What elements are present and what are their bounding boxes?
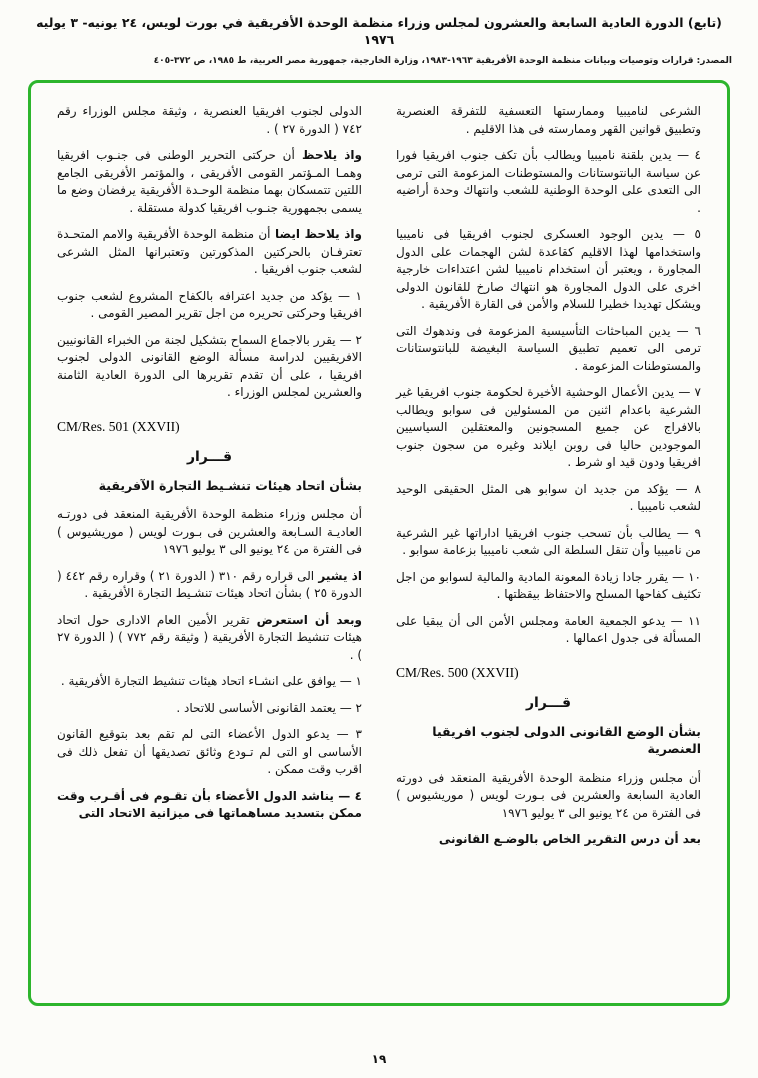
paragraph: ١ — يوافق على انشـاء اتحاد هيئات تنشيط التجارة الأفريقية . — [60, 674, 362, 688]
content-border-box — [28, 80, 730, 1006]
page-footer — [0, 1052, 758, 1066]
paragraph: وبعد أن استعرض تقرير الأمين العام الادارى حول اتحاد هيئات تنشيط التجارة الأفريقية ( وثيقة رقم ٧٧٢ ) ( الدورة ٢٧ ) . — [57, 612, 362, 662]
paragraph: ٥ — يدين الوجود العسكرى لجنوب افريقيا فى ناميبيا واستخدامها لهذا الاقليم كقاعدة لشن الهجمات على الدول المجاورة ، ويعتبر أن استخدام ناميبيا لشن اعتداءات خارجية اخرى على الدول المجاورة هو انتهاك صارخ للقانون الدولى ويشكل تهديدا خطيرا للسلام والأمن فى القارة الأفريقية . — [396, 227, 701, 311]
paragraph: ١ — يؤكد من جديد اعترافه بالكفاح المشروع لشعب جنوب افريقيا وحركتى تحريره من اجل تقرير المصير القومى . — [57, 288, 362, 320]
resolution-heading: قـــرار — [186, 449, 233, 465]
page-number: ١٩ — [371, 1052, 387, 1066]
paragraph: اذ يشير الى قراره رقم ٣١٠ ( الدورة ٢١ ) وقراره رقم ٤٤٢ ( الدورة ٢٥ ) بشأن اتحاد هيئات تنشـيط التجارة الأفريقية . — [57, 568, 363, 600]
paragraph: ٣ — يدعو الدول الأعضاء التى لم تقم بعد بتوقيع القانون الأساسى او التى لم تـودع وثائق تصديقها أن تفعل ذلك فى اقرب وقت ممكن . — [57, 727, 362, 776]
column-right — [396, 103, 701, 989]
paragraph: ٤ — يدين بلقنة ناميبيا ويطالب بأن تكف جنوب افريقيا فورا عن سياسة البانتوستانات والمستوطنات المزعومة التى ترمى الى التعدى على الوحدة الوطنية للشعب وانتهاك وحدة أراضيه . — [396, 148, 701, 215]
paragraph: ٨ — يؤكد من جديد ان سوابو هى المثل الحقيقى الوحيد لشعب ناميبيا . — [396, 481, 701, 513]
resolution-subject: بشأن الوضع القانونى الدولى لجنوب افريقيا العنصرية — [432, 723, 701, 756]
resolution-subject: بشأن اتحاد هيئات تنشـيط التجارة الآفريقية — [98, 477, 362, 493]
paragraph-lead: واذ يلاحظ — [294, 148, 362, 162]
paragraph: أن مجلس وزراء منظمة الوحدة الأفريقية المنعقد فى دورته العادية السابعة والعشرين فى بـورت لويس ( موريشيوس ) فى الفترة من ٢٤ يونيو الى ٣ يوليو ١٩٧٦ — [396, 770, 701, 820]
resolution-ref: CM/Res. 501 (XXVII) — [57, 418, 180, 434]
paragraph: الشرعى لناميبيا وممارستها التعسفية للتفرقة العنصرية وتطبيق قوانين القهر وممارسته فى هذا الاقليم . — [396, 104, 701, 136]
paragraph-lead: واذ يلاحظ ايضا — [270, 227, 362, 241]
paragraph: واذ يلاحظ ايضا أن منظمة الوحدة الأفريقية والامم المتحـدة تعترفـان بالحركتين المذكورتين وتعتبرانها المثل الشرعى لشعب جنوب افريقيا . — [57, 227, 362, 276]
header-source-note: المصدر: قرارات وتوصيات وبيانات منظمة الوحدة الأفريقية ١٩٦٣-١٩٨٣، وزارة الخارجية، جمهورية مصر العربية، ط ١٩٨٥، ص ٣٧٢-٤٠٥ — [153, 56, 732, 66]
paragraph: ١٠ — يقرر جادا زيادة المعونة المادية والمالية لسوابو من اجل تكثيف كفاحها المسلح والاحتفاظ بيقظتها . — [396, 569, 701, 601]
paragraph: أن مجلس وزراء منظمة الوحدة الأفريقية المنعقد فى دورتـه العاديـة السـابعة والعشرين فى بـورت لويس ( موريشيوس ) فى الفترة من ٢٤ يونيو الى ٣ يوليو ١٩٧٦ — [57, 507, 362, 556]
paragraph-lead: اذ يشير — [314, 568, 363, 583]
paragraph: ٢ — يعتمد القانونى الأساسى للاتحاد . — [176, 700, 362, 715]
paragraph: بعد أن درس التقرير الخاص بالوضـع القانونى — [438, 832, 701, 846]
paragraph: ٦ — يدين المباحثات التأسيسية المزعومة فى وندهوك التى ترمى الى تعميم تطبيق السياسة البغيضة للبانتوستانات والمستوطنات المزعومة . — [396, 323, 701, 373]
column-left — [57, 103, 362, 989]
page-header — [0, 14, 758, 68]
paragraph: ٧ — يدين الأعمال الوحشية الأخيرة لحكومة جنوب افريقيا غير الشرعية باعدام اثنين من المسئولين فى سوابو ويطالب بالافراج عن جميع المسجونين والمعتقلين السياسيين الموجودين حاليا فى روبن ايلاند وغيره من سجون جنوب افريقيا ودون قيد او شرط . — [396, 385, 701, 469]
paragraph-lead: وبعد أن استعرض — [249, 612, 362, 627]
paragraph: ٩ — يطالب بأن تسحب جنوب افريقيا اداراتها غير الشرعية من ناميبيا وأن تنقل السلطة الى شعب ناميبيا بزعامة سوابو . — [396, 525, 701, 557]
paragraph: ٤ — يناشد الدول الأعضاء بأن تقـوم فى أقـرب وقت ممكن بتسديد مساهماتها فى ميزانية الاتحاد التى — [57, 788, 362, 820]
resolution-ref: CM/Res. 500 (XXVII) — [396, 664, 519, 680]
paragraph: ١١ — يدعو الجمعية العامة ومجلس الأمن الى أن يبقيا على المسألة فى جدول اعمالها . — [396, 613, 701, 645]
paragraph: الدولى لجنوب افريقيا العنصرية ، وثيقة مجلس الوزراء رقم ٧٤٢ ( الدورة ٢٧ ) . — [57, 104, 362, 136]
paragraph: ٢ — يقرر بالاجماع السماح بتشكيل لجنة من الخبراء القانونيين الافريقيين لدراسة مسألة الوضع القانونى الدولى لجنوب افريقيا ، على أن تقدم تقريرها الى الدورة العادية الثامنة والعشرين لمجلس الوزراء . — [57, 332, 362, 399]
resolution-heading: قـــرار — [525, 695, 572, 711]
header-session-title: (تابع) الدورة العادية السابعة والعشرون لمجلس وزراء منظمة الوحدة الأفريقية في بورت لويس، ٢٤ يونيه- ٣ يوليه ١٩٧٦ — [36, 15, 722, 47]
paragraph: واذ يلاحظ أن حركتى التحرير الوطنى فى جنـوب افريقيا وهمـا المـؤتمر القومى الأفريقى ، والمؤتمر الأفريقى الجامع اللتين تتمسكان بهما منظمة الوحـدة الأفريقية يرفضان وضع ما يسمى بجمهورية جنـوب افريقيا كدولة مستقلة . — [57, 148, 362, 215]
